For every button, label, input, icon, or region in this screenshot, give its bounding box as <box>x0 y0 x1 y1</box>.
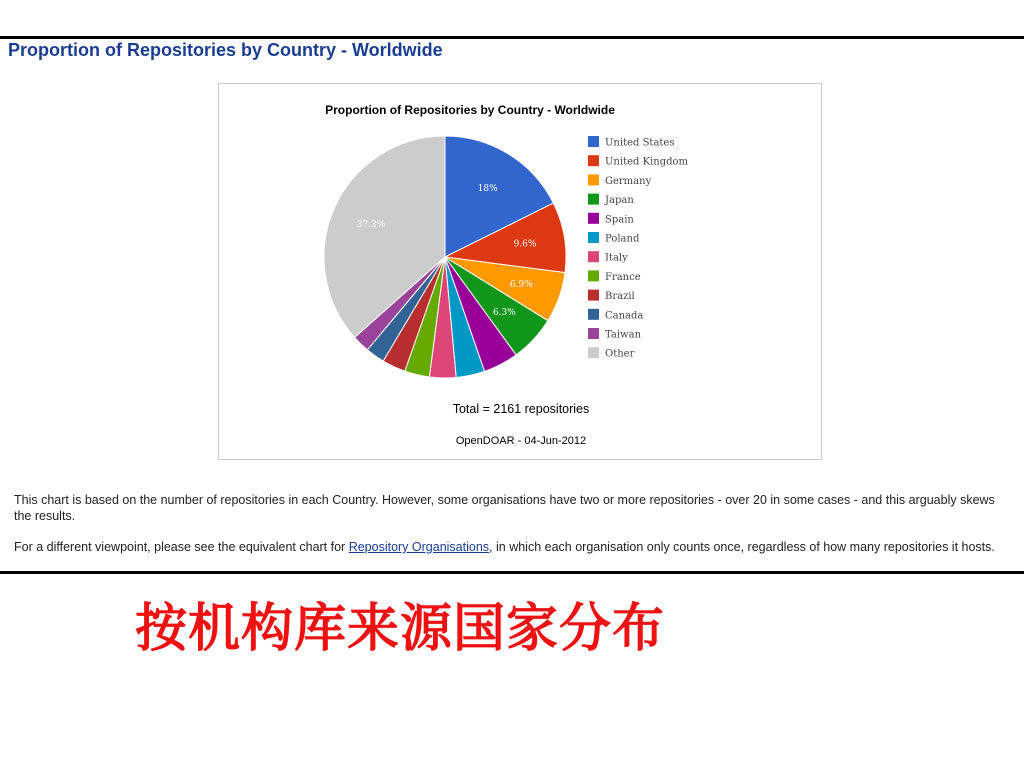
chart-description: This chart is based on the number of repositories in each Country. However, some organisations have two or more repositories - over 20 in some cases - and this arguably skews the results. <box>14 493 995 523</box>
viewpoint-text-before: For a different viewpoint, please see the equivalent chart for <box>14 540 349 554</box>
bottom-rule <box>0 571 1024 574</box>
pie-label-japan: 6.3% <box>492 308 516 319</box>
legend-swatch-other <box>588 347 599 358</box>
legend-label-italy: Italy <box>605 252 628 264</box>
legend-label-germany: Germany <box>605 175 652 187</box>
legend-swatch-taiwan <box>588 328 599 339</box>
legend-label-other: Other <box>605 348 635 360</box>
legend-label-united-states: United States <box>605 137 675 149</box>
legend-swatch-germany <box>588 174 599 185</box>
page-title: Proportion of Repositories by Country - Worldwide <box>8 40 443 60</box>
legend-swatch-united-states <box>588 136 599 147</box>
legend-label-france: France <box>605 271 641 283</box>
legend-swatch-poland <box>588 232 599 243</box>
legend-label-canada: Canada <box>605 310 644 322</box>
chart-frame <box>218 83 822 460</box>
pie-label-germany: 6.9% <box>509 280 533 291</box>
pie-label-united-kingdom: 9.6% <box>513 239 537 250</box>
legend-label-united-kingdom: United Kingdom <box>605 156 688 168</box>
chart-total-label: Total = 2161 repositories <box>452 402 590 416</box>
viewpoint-note <box>14 539 1014 555</box>
chart-legend <box>588 136 689 360</box>
pie-slices <box>324 136 566 378</box>
legend-swatch-canada <box>588 309 599 320</box>
viewpoint-text-after: , in which each organisation only counts once, regardless of how many repositories it hosts. <box>489 540 995 554</box>
legend-label-taiwan: Taiwan <box>605 329 642 341</box>
legend-label-japan: Japan <box>605 195 634 207</box>
legend-swatch-japan <box>588 194 599 205</box>
legend-label-brazil: Brazil <box>605 291 635 303</box>
chart-source-label: OpenDOAR - 04-Jun-2012 <box>455 435 587 447</box>
legend-swatch-italy <box>588 251 599 262</box>
legend-label-spain: Spain <box>605 214 634 226</box>
pie-label-united-states: 18% <box>477 184 498 195</box>
pie-label-other: 37.3% <box>356 219 386 230</box>
pie-chart <box>219 84 821 459</box>
chinese-caption: 按机构库来源国家分布 <box>135 598 666 659</box>
legend-swatch-france <box>588 270 599 281</box>
legend-swatch-united-kingdom <box>588 155 599 166</box>
legend-swatch-spain <box>588 213 599 224</box>
chart-title: Proportion of Repositories by Country - Worldwide <box>325 103 615 117</box>
top-rule <box>0 36 1024 39</box>
repository-organisations-link[interactable]: Repository Organisations <box>348 540 490 554</box>
legend-label-poland: Poland <box>605 233 640 245</box>
legend-swatch-brazil <box>588 290 599 301</box>
